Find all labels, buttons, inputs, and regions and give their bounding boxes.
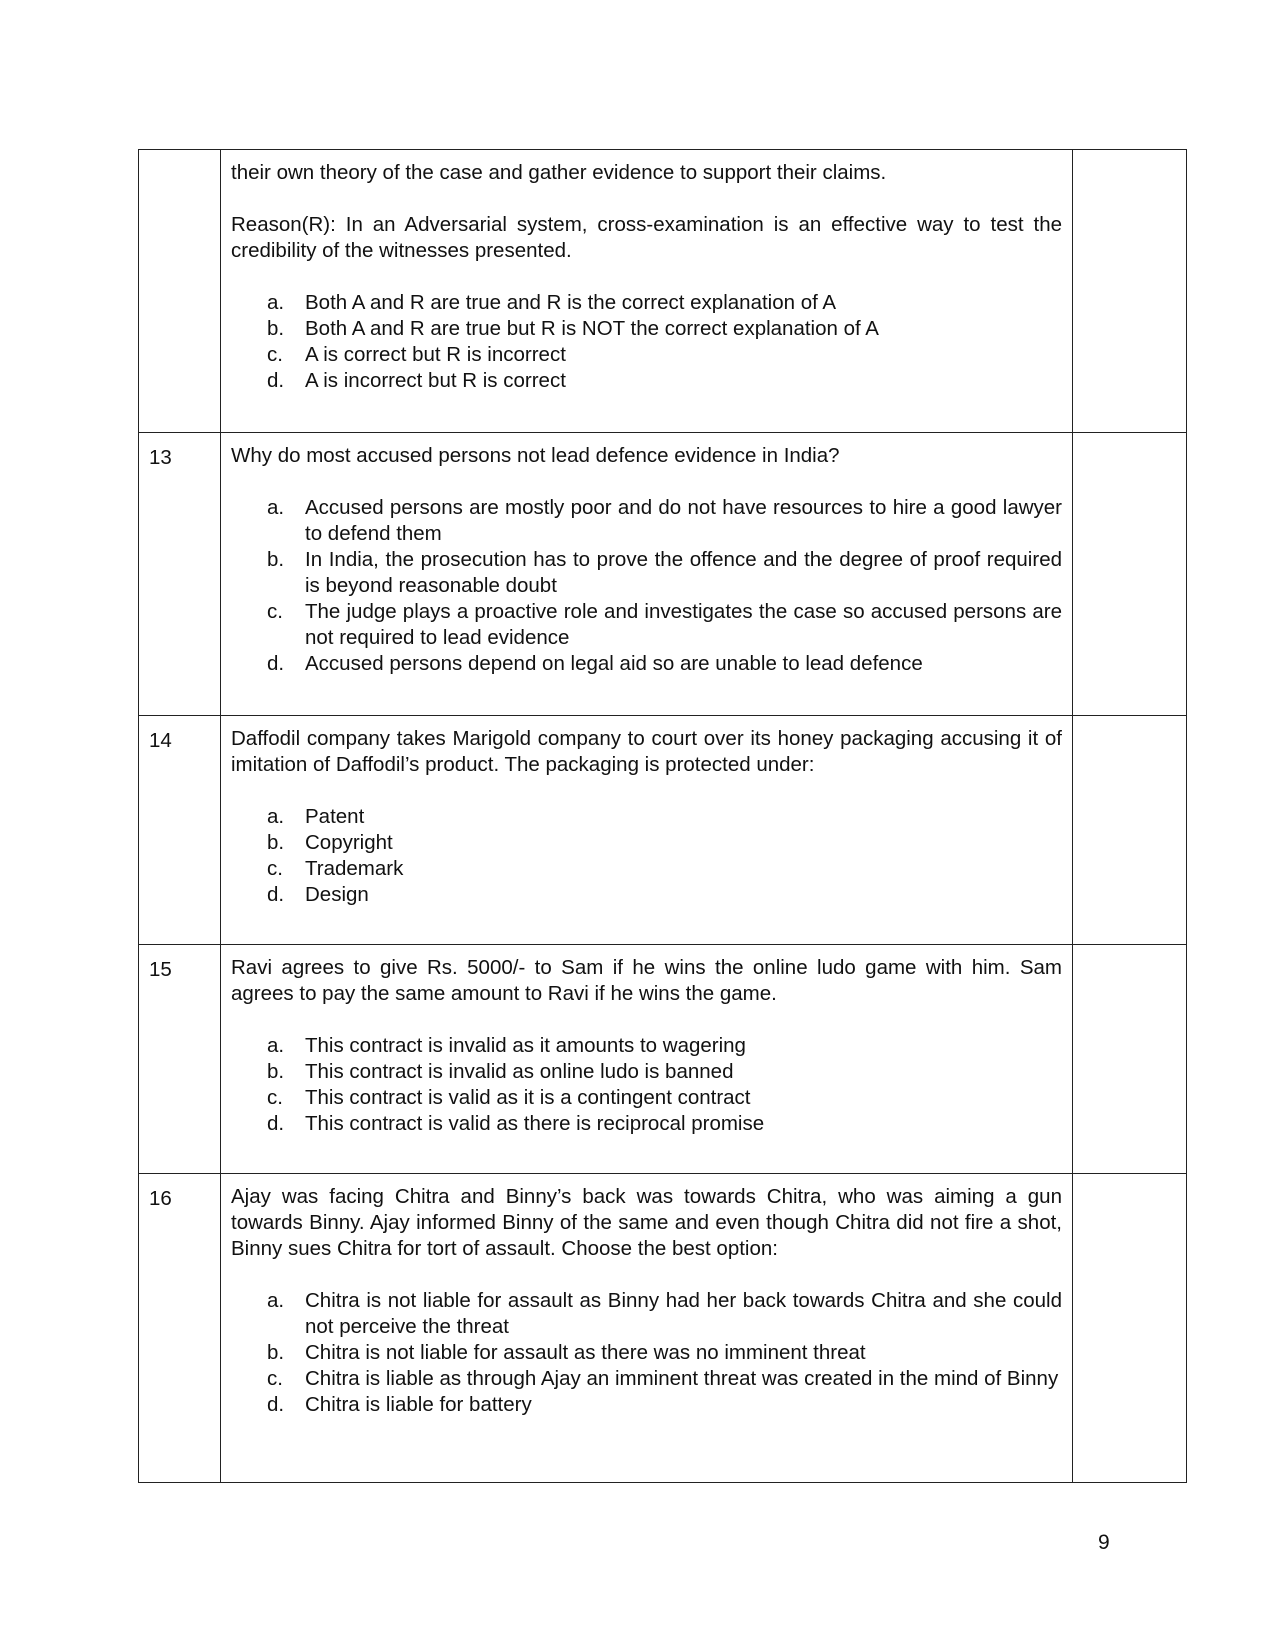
option-item bbox=[267, 1288, 1062, 1340]
option-letter: b. bbox=[267, 1060, 285, 1083]
question-number: 16 bbox=[139, 1174, 221, 1483]
question-number bbox=[139, 150, 221, 433]
option-text: Copyright bbox=[305, 831, 393, 854]
option-letter: d. bbox=[267, 1393, 285, 1416]
option-letter: c. bbox=[267, 343, 283, 366]
option-letter: a. bbox=[267, 805, 285, 828]
option-text: Accused persons depend on legal aid so are unable to lead defence bbox=[305, 652, 923, 675]
question-text: Daffodil company takes Marigold company to court over its honey packaging accusing it of imitation of Daffodil’s product. The packaging is protected under: bbox=[231, 727, 1062, 776]
option-item bbox=[267, 856, 1062, 882]
question-body bbox=[221, 150, 1073, 433]
option-item bbox=[267, 1085, 1062, 1111]
option-text: Both A and R are true but R is NOT the correct explanation of A bbox=[305, 317, 879, 340]
question-row bbox=[139, 150, 1187, 433]
option-letter: a. bbox=[267, 291, 285, 314]
options-list bbox=[231, 290, 1062, 394]
option-text: Chitra is not liable for assault as Binny had her back towards Chitra and she could not perceive the threat bbox=[305, 1289, 1062, 1338]
marks-cell bbox=[1073, 150, 1187, 433]
question-body bbox=[221, 716, 1073, 945]
options-list bbox=[231, 1288, 1062, 1418]
options-list bbox=[231, 1033, 1062, 1137]
question-number: 15 bbox=[139, 945, 221, 1174]
option-text: A is incorrect but R is correct bbox=[305, 369, 566, 392]
option-item bbox=[267, 651, 1062, 677]
option-letter: d. bbox=[267, 652, 285, 675]
option-letter: b. bbox=[267, 548, 285, 571]
page-number: 9 bbox=[1098, 1531, 1110, 1554]
option-item bbox=[267, 547, 1062, 599]
option-item bbox=[267, 1111, 1062, 1137]
option-letter: c. bbox=[267, 600, 283, 623]
option-item bbox=[267, 1366, 1062, 1392]
option-text: The judge plays a proactive role and investigates the case so accused persons are not required to lead evidence bbox=[305, 600, 1062, 649]
option-item bbox=[267, 599, 1062, 651]
question-row bbox=[139, 1174, 1187, 1483]
option-item bbox=[267, 882, 1062, 908]
option-text: This contract is invalid as it amounts to wagering bbox=[305, 1034, 746, 1057]
question-number: 13 bbox=[139, 433, 221, 716]
option-item bbox=[267, 316, 1062, 342]
option-letter: b. bbox=[267, 1341, 285, 1364]
option-text: Trademark bbox=[305, 857, 404, 880]
question-text: Ajay was facing Chitra and Binny’s back was towards Chitra, who was aiming a gun towards Binny. Ajay informed Binny of the same and even though Chitra did not fire a shot, Binny sues Chitra for tort of assault. Choose the best option: bbox=[231, 1185, 1062, 1260]
option-item bbox=[267, 342, 1062, 368]
marks-cell bbox=[1073, 1174, 1187, 1483]
option-item bbox=[267, 1392, 1062, 1418]
option-text: This contract is valid as there is reciprocal promise bbox=[305, 1112, 765, 1135]
question-text: Why do most accused persons not lead defence evidence in India? bbox=[231, 444, 840, 467]
option-text: A is correct but R is incorrect bbox=[305, 343, 566, 366]
question-body bbox=[221, 433, 1073, 716]
option-text: Chitra is liable as through Ajay an imminent threat was created in the mind of Binny bbox=[305, 1367, 1059, 1390]
question-text: their own theory of the case and gather evidence to support their claims. bbox=[231, 161, 887, 184]
option-text: Chitra is not liable for assault as there was no imminent threat bbox=[305, 1341, 866, 1364]
question-number: 14 bbox=[139, 716, 221, 945]
marks-cell bbox=[1073, 716, 1187, 945]
option-letter: c. bbox=[267, 1086, 283, 1109]
question-table bbox=[138, 149, 1187, 1483]
option-text: This contract is invalid as online ludo is banned bbox=[305, 1060, 734, 1083]
question-row bbox=[139, 945, 1187, 1174]
option-letter: d. bbox=[267, 1112, 285, 1135]
option-letter: b. bbox=[267, 317, 285, 340]
option-letter: a. bbox=[267, 1034, 285, 1057]
option-item bbox=[267, 1059, 1062, 1085]
option-text: Patent bbox=[305, 805, 365, 828]
option-text: Chitra is liable for battery bbox=[305, 1393, 532, 1416]
question-text: Reason(R): In an Adversarial system, cross-examination is an effective way to test the credibility of the witnesses presented. bbox=[231, 213, 1062, 262]
option-letter: a. bbox=[267, 1289, 285, 1312]
option-letter: a. bbox=[267, 496, 285, 519]
option-text: In India, the prosecution has to prove the offence and the degree of proof required is beyond reasonable doubt bbox=[305, 548, 1062, 597]
option-item bbox=[267, 368, 1062, 394]
option-letter: b. bbox=[267, 831, 285, 854]
option-item bbox=[267, 830, 1062, 856]
option-letter: c. bbox=[267, 1367, 283, 1390]
options-list bbox=[231, 804, 1062, 908]
option-text: This contract is valid as it is a contingent contract bbox=[305, 1086, 751, 1109]
option-text: Accused persons are mostly poor and do not have resources to hire a good lawyer to defend them bbox=[305, 496, 1062, 545]
option-text: Design bbox=[305, 883, 369, 906]
question-text: Ravi agrees to give Rs. 5000/- to Sam if he wins the online ludo game with him. Sam agrees to pay the same amount to Ravi if he wins the game. bbox=[231, 956, 1062, 1005]
question-body bbox=[221, 945, 1073, 1174]
question-body bbox=[221, 1174, 1073, 1483]
option-item bbox=[267, 290, 1062, 316]
option-item bbox=[267, 804, 1062, 830]
option-letter: c. bbox=[267, 857, 283, 880]
question-row bbox=[139, 716, 1187, 945]
options-list bbox=[231, 495, 1062, 677]
option-item bbox=[267, 1340, 1062, 1366]
marks-cell bbox=[1073, 433, 1187, 716]
marks-cell bbox=[1073, 945, 1187, 1174]
option-letter: d. bbox=[267, 369, 285, 392]
option-item bbox=[267, 1033, 1062, 1059]
option-letter: d. bbox=[267, 883, 285, 906]
option-item bbox=[267, 495, 1062, 547]
question-row bbox=[139, 433, 1187, 716]
option-text: Both A and R are true and R is the correct explanation of A bbox=[305, 291, 837, 314]
